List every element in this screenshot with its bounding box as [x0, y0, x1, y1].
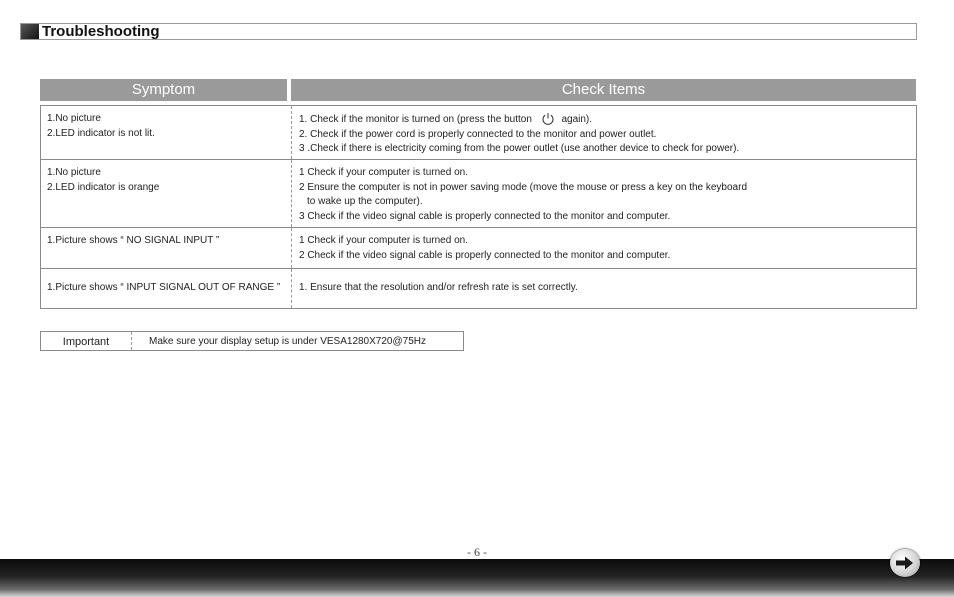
- symptom-cell: [47, 166, 287, 195]
- table-row: [41, 269, 916, 308]
- arrow-right-icon: [895, 555, 915, 571]
- table-row: [41, 160, 916, 228]
- important-label: Important: [41, 332, 132, 350]
- check-text: again).: [561, 114, 593, 125]
- check-line: 1 Check if your computer is turned on.: [299, 235, 468, 246]
- check-line: 2 Ensure the computer is not in power saving mode (move the mouse or press a key on the keyboard: [299, 181, 748, 193]
- column-divider: [291, 160, 292, 227]
- check-items-column-header: Check Items: [291, 79, 916, 101]
- check-line: 1. Ensure that the resolution and/or refresh rate is set correctly.: [299, 282, 578, 293]
- section-marker: [21, 24, 39, 39]
- check-line: 3 .Check if there is electricity coming from the power outlet (use another device to check for power).: [299, 143, 740, 154]
- table-row: [41, 228, 916, 269]
- symptom-line: 2.LED indicator is not lit.: [47, 127, 155, 139]
- symptom-column-header: Symptom: [40, 79, 287, 101]
- check-cell: [299, 166, 909, 224]
- symptom-cell: [47, 281, 287, 296]
- symptom-line: 2.LED indicator is orange: [47, 181, 160, 193]
- section-header: [20, 23, 917, 40]
- power-icon: [541, 112, 555, 126]
- troubleshooting-table: [40, 105, 917, 309]
- symptom-line: 1.Picture shows “ INPUT SIGNAL OUT OF RANGE ”: [47, 282, 281, 293]
- symptom-line: 1.No picture: [47, 113, 101, 124]
- table-row: [41, 106, 916, 160]
- symptom-line: 1.No picture: [47, 167, 101, 178]
- column-divider: [291, 106, 292, 159]
- check-cell: [299, 234, 909, 263]
- important-note: [40, 331, 464, 351]
- check-line: [299, 112, 909, 128]
- next-page-button[interactable]: [890, 549, 920, 577]
- check-line: 3 Check if the video signal cable is properly connected to the monitor and computer.: [299, 210, 671, 222]
- check-line: 1 Check if your computer is turned on.: [299, 167, 468, 178]
- footer-bar: [0, 559, 954, 597]
- check-line: 2 Check if the video signal cable is properly connected to the monitor and computer.: [299, 249, 671, 261]
- check-line: 2. Check if the power cord is properly connected to the monitor and power outlet.: [299, 128, 657, 140]
- check-line: to wake up the computer).: [307, 196, 423, 207]
- symptom-line: 1.Picture shows “ NO SIGNAL INPUT ”: [47, 235, 220, 246]
- section-title: Troubleshooting: [42, 23, 160, 40]
- important-text: Make sure your display setup is under VESA1280X720@75Hz: [149, 336, 426, 347]
- symptom-cell: [47, 112, 287, 141]
- column-divider: [291, 269, 292, 308]
- check-cell: [299, 112, 909, 157]
- column-divider: [291, 228, 292, 268]
- symptom-cell: [47, 234, 287, 249]
- page-number: - 6 -: [467, 545, 487, 559]
- check-text: 1. Check if the monitor is turned on (press the button: [299, 114, 532, 125]
- check-cell: [299, 281, 909, 296]
